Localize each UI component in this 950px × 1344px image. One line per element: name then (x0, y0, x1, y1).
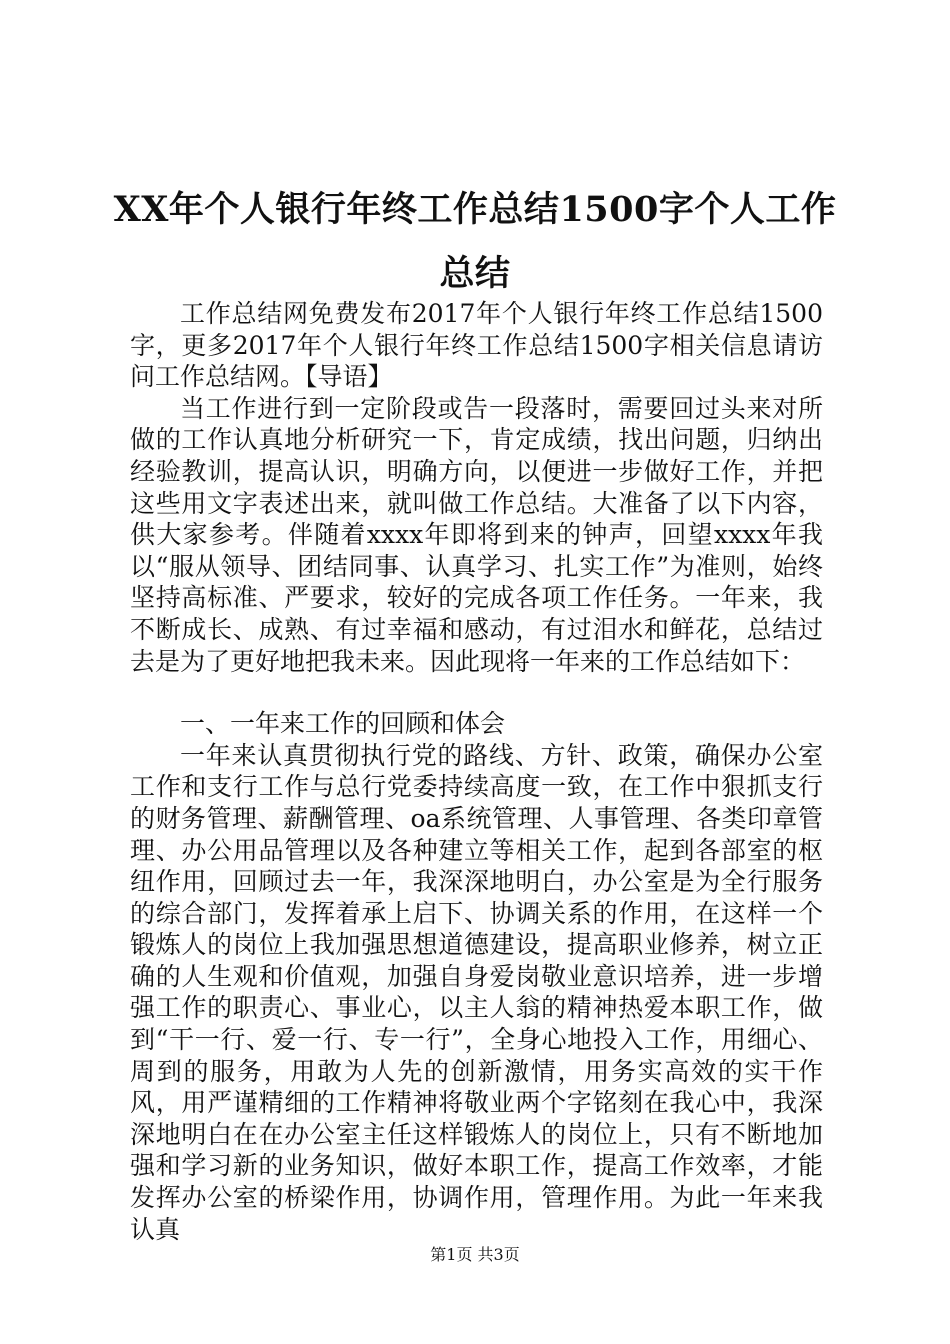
section-heading: 一、一年来工作的回顾和体会 (180, 709, 506, 739)
paragraph-review: 一年来认真贯彻执行党的路线、方针、政策，确保办公室工作和支行工作与总行党委持续高度一致，在工作中狠抓支行的财务管理、薪酬管理、oa系统管理、人事管理、各类印章管理、办公用品管理以及各种建立等相关工作，起到各部室的枢纽作用，回顾过去一年，我深深地明白，办公室是为全行服务的综合部门，发挥着承上启下、协调关系的作用，在这样一个锻炼人的岗位上我加强思想道德建设，提高职业修养，树立正确的人生观和价值观，加强自身爱岗敬业意识培养，进一步增强工作的职责心、事业心，以主人翁的精神热爱本职工作，做到“干一行、爱一行、专一行”，全身心地投入工作，用细心、周到的服务，用敢为人先的创新激情，用务实高效的实干作风，用严谨精细的工作精神将敬业两个字铭刻在我心中，我深深地明白在在办公室主任这样锻炼人的岗位上，只有不断地加强和学习新的业务知识，做好本职工作，提高工作效率，才能发挥办公室的桥梁作用，协调作用，管理作用。为此一年来我认真 (130, 740, 823, 1244)
paragraph-intro: 工作总结网免费发布2017年个人银行年终工作总结1500字，更多2017年个人银行年终工作总结1500字相关信息请访问工作总结网。【导语】 (130, 299, 823, 392)
page-footer: 第1页 共3页 (430, 1245, 520, 1264)
document-body (130, 298, 823, 1245)
document-title: XX年个人银行年终工作总结1500字个人工作总结 (113, 189, 837, 294)
paragraph-preface: 当工作进行到一定阶段或告一段落时，需要回过头来对所做的工作认真地分析研究一下，肯定成绩，找出问题，归纳出经验教训，提高认识，明确方向，以便进一步做好工作，并把这些用文字表述出来，就叫做工作总结。大准备了以下内容，供大家参考。伴随着xxxx年即将到来的钟声，回望xxxx年我以“服从领导、团结同事、认真学习、扎实工作”为准则，始终坚持高标准、严要求，较好的完成各项工作任务。一年来，我不断成长、成熟、有过幸福和感动，有过泪水和鲜花，总结过去是为了更好地把我未来。因此现将一年来的工作总结如下： (130, 393, 823, 676)
